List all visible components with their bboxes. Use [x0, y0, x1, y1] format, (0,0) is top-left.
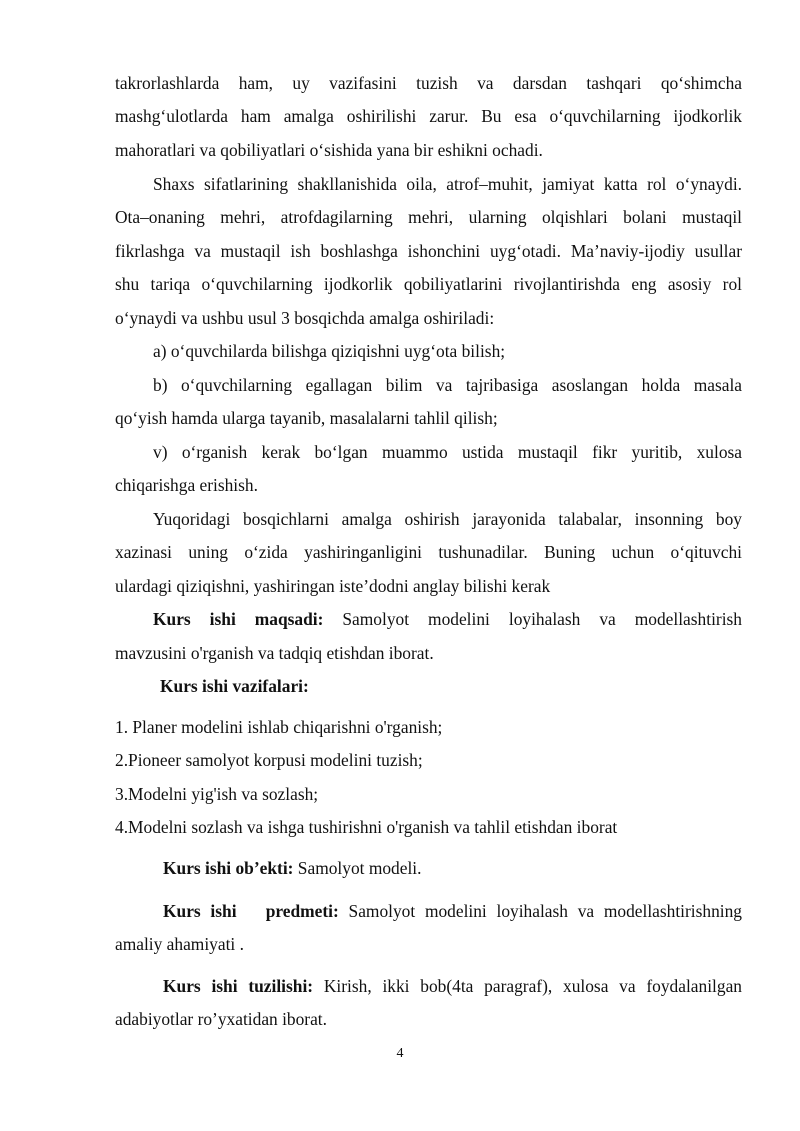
vazifa-item: 4.Modelni sozlash va ishga tushirishni o'rganish va tahlil etishdan iborat	[115, 817, 618, 837]
body-line: shu tariqa o‘quvchilarning ijodkorlik qobiliyatlarini rivojlantirishda eng asosiy rol	[115, 274, 742, 294]
vazifalar-heading: Kurs ishi vazifalari:	[160, 676, 309, 696]
paragraph-first-line: Yuqoridagi bosqichlarni amalga oshirish jarayonida talabalar, insonning boy	[153, 509, 742, 529]
body-line: Ota–onaning mehri, atrofdagilarning mehri, ularning olqishlari bolani mustaqil	[115, 207, 742, 227]
body-line: mahoratlari va qobiliyatlari o‘sishida yana bir eshikni ochadi.	[115, 140, 543, 160]
predmet-line	[163, 900, 742, 922]
list-item-b: b) o‘quvchilarning egallagan bilim va tajribasiga asoslangan holda masala	[153, 375, 742, 395]
list-item-v: v) o‘rganish kerak bo‘lgan muammo ustida mustaqil fikr yuritib, xulosa	[153, 442, 742, 462]
tuzilishi-line	[163, 975, 742, 997]
body-line: o‘ynaydi va ushbu usul 3 bosqichda amalga oshiriladi:	[115, 308, 495, 328]
paragraph-first-line: Shaxs sifatlarining shakllanishida oila, atrof–muhit, jamiyat katta rol o‘ynaydi.	[153, 174, 742, 194]
vazifa-item: 2.Pioneer samolyot korpusi modelini tuzish;	[115, 750, 423, 770]
vazifa-item: 1. Planer modelini ishlab chiqarishni o'rganish;	[115, 717, 443, 737]
vazifa-item: 3.Modelni yig'ish va sozlash;	[115, 784, 319, 804]
obekt-text: Samolyot modeli.	[293, 858, 422, 878]
obekt-label: Kurs ishi ob’ekti:	[163, 858, 294, 878]
predmet-text: Samolyot modelini loyihalash va modellashtirishning	[338, 901, 743, 921]
maqsad-continuation: mavzusini o'rganish va tadqiq etishdan iborat.	[115, 643, 434, 663]
obekt-line	[163, 857, 790, 879]
maqsad-label: Kurs ishi maqsadi:	[153, 609, 324, 629]
tuzilishi-text: Kirish, ikki bob(4ta paragraf), xulosa va foydalanilgan	[313, 976, 742, 996]
body-line: takrorlashlarda ham, uy vazifasini tuzish va darsdan tashqari qo‘shimcha	[115, 73, 742, 93]
maqsad-text: Samolyot modelini loyihalash va modellashtirish	[323, 609, 742, 629]
body-line: chiqarishga erishish.	[115, 475, 258, 495]
predmet-label: Kurs ishi predmeti:	[163, 901, 339, 921]
maqsad-line	[153, 608, 742, 630]
predmet-continuation: amaliy ahamiyati .	[115, 934, 244, 954]
tuzilishi-continuation: adabiyotlar ro’yxatidan iborat.	[115, 1009, 327, 1029]
body-line: mashg‘ulotlarda ham amalga oshirilishi zarur. Bu esa o‘quvchilarning ijodkorlik	[115, 106, 742, 126]
body-line: fikrlashga va mustaqil ish boshlashga ishonchini uyg‘otadi. Ma’naviy-ijodiy usullar	[115, 241, 742, 261]
body-line: xazinasi uning o‘zida yashiringanligini tushunadilar. Buning uchun o‘qituvchi	[115, 542, 742, 562]
body-line: ulardagi qiziqishni, yashiringan iste’dodni anglay bilishi kerak	[115, 576, 551, 596]
page-number: 4	[396, 1046, 404, 1061]
body-line: qo‘yish hamda ularga tayanib, masalalarni tahlil qilish;	[115, 408, 498, 428]
tuzilishi-label: Kurs ishi tuzilishi:	[163, 976, 314, 996]
list-item-a: a) o‘quvchilarda bilishga qiziqishni uyg‘ota bilish;	[153, 341, 506, 361]
